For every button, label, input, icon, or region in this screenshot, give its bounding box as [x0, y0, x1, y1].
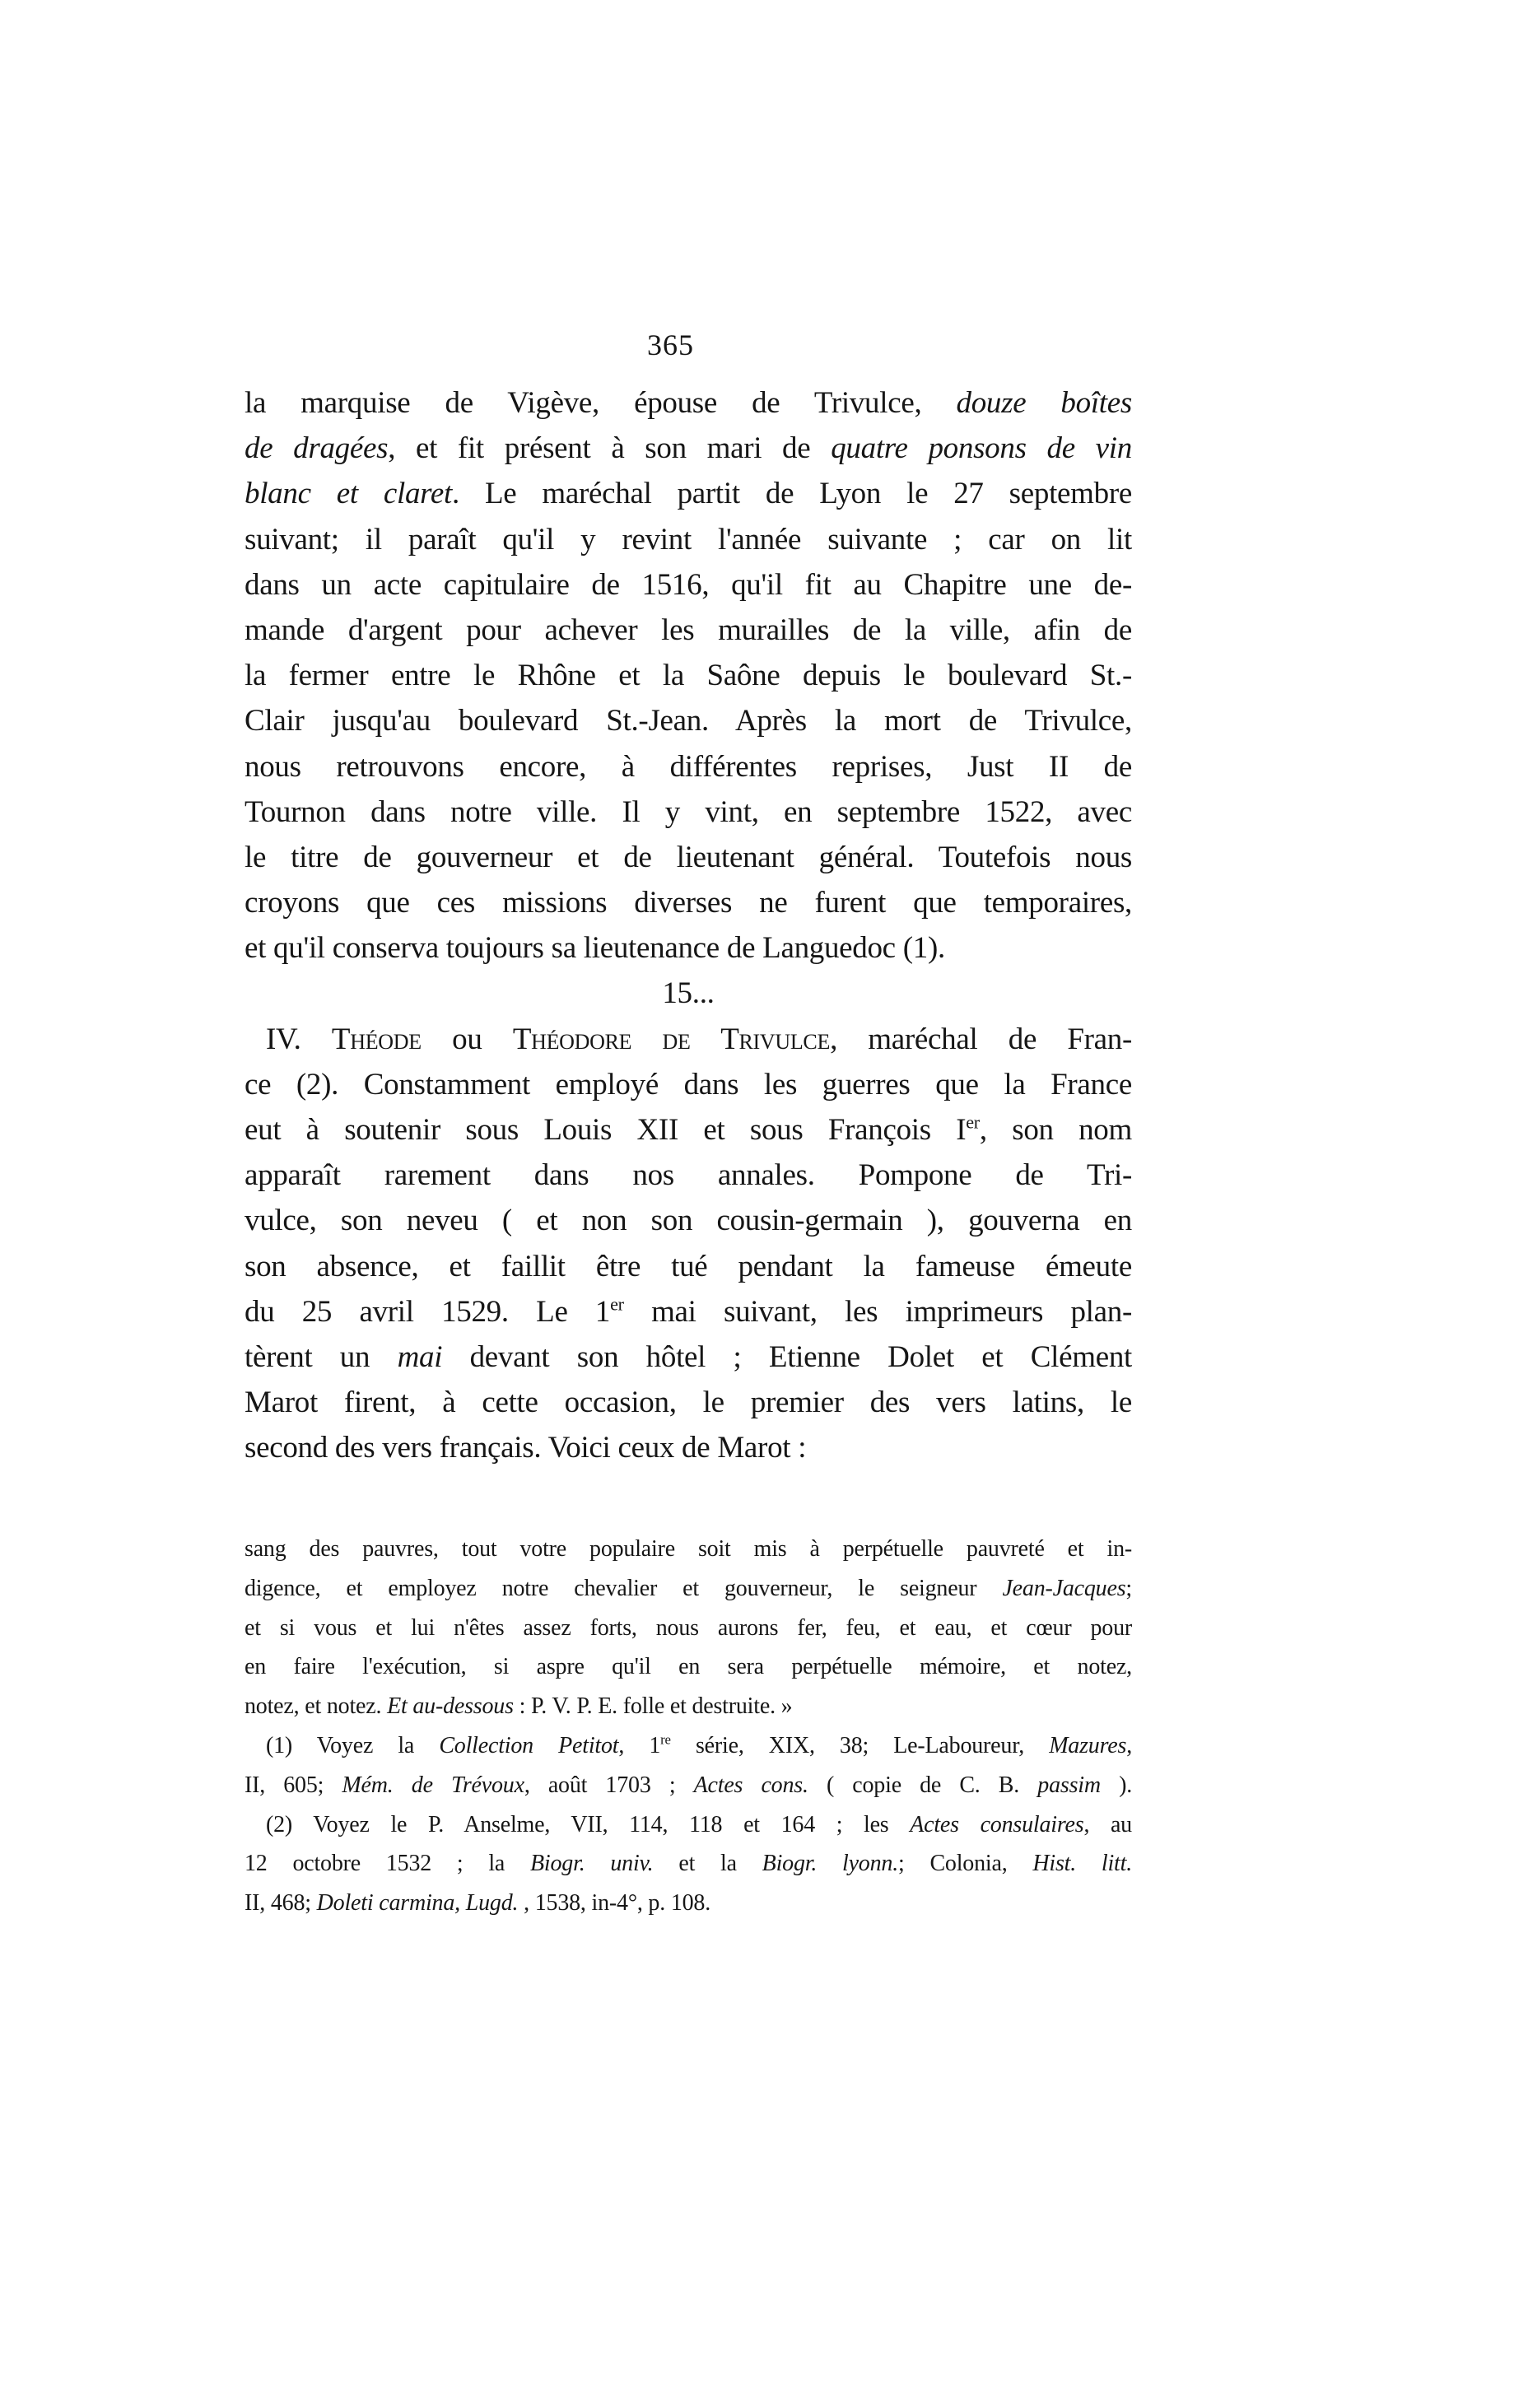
text-segment: ou — [421, 1022, 513, 1056]
italic-text: passim — [1037, 1772, 1101, 1798]
superscript: er — [966, 1111, 980, 1133]
text-segment: II, 605; — [245, 1772, 342, 1798]
italic-text: douze boîtes — [956, 386, 1132, 420]
text-segment: le titre de gouverneur et de lieutenant général. Toutefois nous — [245, 840, 1132, 874]
text-segment: et si vous et lui n'êtes assez forts, nous aurons fer, feu, et eau, et cœur pour — [245, 1614, 1132, 1641]
text-line — [245, 1107, 1132, 1153]
text-segment: ce (2). Constamment employé dans les guerres que la France — [245, 1067, 1132, 1102]
footnote-line — [245, 1726, 1132, 1766]
italic-text: Collection Petitot — [439, 1732, 619, 1758]
text-segment: devant son hôtel ; Etienne Dolet et Clément — [442, 1339, 1132, 1374]
text-segment: , août 1703 ; — [524, 1772, 694, 1798]
main-text — [245, 380, 1132, 1471]
text-segment: en faire l'exécution, si aspre qu'il en sera perpétuelle mémoire, et notez, — [245, 1654, 1132, 1680]
text-line — [245, 744, 1132, 789]
footnote-line — [245, 1766, 1132, 1805]
text-segment: , 1538, in-4°, p. 108. — [518, 1890, 711, 1917]
text-line — [245, 653, 1132, 698]
italic-text: Et au-dessous — [387, 1693, 514, 1720]
italic-text: Hist. litt. — [1032, 1851, 1132, 1877]
text-segment: son absence, et faillit être tué pendant la fameuse émeute — [245, 1249, 1132, 1283]
text-segment: du 25 avril 1529. Le 1 — [245, 1294, 611, 1329]
text-segment: II, 468; — [245, 1890, 317, 1917]
footnote-line — [245, 1530, 1132, 1569]
text-segment: série, XIX, 38; Le-Laboureur, — [670, 1732, 1050, 1758]
text-line — [245, 925, 1132, 971]
text-segment: notez, et notez. — [245, 1693, 388, 1720]
text-segment: et qu'il conserva toujours sa lieutenance de Languedoc (1). — [245, 931, 945, 966]
italic-text: Actes consulaires — [910, 1811, 1084, 1837]
italic-text: Biogr. lyonn. — [762, 1851, 899, 1877]
text-segment: digence, et employez notre chevalier et gouverneur, le seigneur — [245, 1575, 1003, 1601]
footnotes — [245, 1530, 1132, 1923]
footnote-line — [245, 1687, 1132, 1726]
text-line — [245, 789, 1132, 835]
text-segment: croyons que ces missions diverses ne furent que temporaires, — [245, 886, 1132, 920]
text-segment: (1) Voyez la — [266, 1732, 440, 1758]
footnote-line — [245, 1844, 1132, 1884]
text-line — [245, 471, 1132, 516]
italic-text: Mazures — [1049, 1732, 1127, 1758]
text-segment: et la — [653, 1851, 762, 1877]
text-segment: mande d'argent pour achever les murailles de la ville, afin de — [245, 612, 1132, 647]
page-number: 365 — [647, 328, 694, 361]
text-segment: IV. — [266, 1022, 332, 1056]
text-line — [245, 835, 1132, 880]
text-line — [245, 971, 1132, 1016]
text-segment: eut à soutenir sous Louis XII et sous François I — [245, 1113, 967, 1147]
text-segment: ; — [1125, 1575, 1132, 1601]
text-segment: tèrent un — [245, 1339, 398, 1374]
text-segment: mai suivant, les imprimeurs plan- — [623, 1294, 1132, 1329]
text-segment: second des vers français. Voici ceux de Marot : — [245, 1431, 807, 1465]
text-segment: la marquise de Vigève, épouse de Trivulce, — [245, 386, 957, 420]
text-segment: nous retrouvons encore, à différentes reprises, Just II de — [245, 749, 1132, 784]
text-line — [245, 517, 1132, 562]
small-caps-text: Théode — [331, 1022, 422, 1056]
text-segment: , au — [1083, 1811, 1132, 1837]
text-segment: dans un acte capitulaire de 1516, qu'il fit au Chapitre une de- — [245, 567, 1132, 602]
text-line — [245, 1153, 1132, 1198]
text-segment: Marot firent, à cette occasion, le premier des vers latins, le — [245, 1386, 1132, 1420]
text-line — [245, 1425, 1132, 1470]
text-line — [245, 1198, 1132, 1243]
superscript: re — [660, 1731, 671, 1748]
italic-text: Mém. de Trévoux — [342, 1772, 524, 1798]
footnote-line — [245, 1647, 1132, 1687]
italic-text: blanc et claret — [245, 477, 452, 511]
italic-text: Jean-Jacques — [1002, 1575, 1126, 1601]
text-line — [245, 1380, 1132, 1425]
italic-text: Actes cons. — [693, 1772, 808, 1798]
text-line — [245, 880, 1132, 925]
text-line — [245, 1017, 1132, 1062]
italic-text: de dragées — [245, 431, 389, 466]
small-caps-text: Théodore de Trivulce — [512, 1022, 831, 1056]
text-line — [245, 562, 1132, 608]
italic-text: Biogr. univ. — [530, 1851, 654, 1877]
text-segment: , maréchal de Fran- — [830, 1022, 1132, 1056]
text-segment: ). — [1100, 1772, 1132, 1798]
text-segment: suivant; il paraît qu'il y revint l'année suivante ; car on lit — [245, 522, 1132, 557]
text-line — [245, 1289, 1132, 1334]
text-line — [245, 1334, 1132, 1380]
text-segment: : P. V. P. E. folle et destruite. » — [513, 1693, 793, 1720]
text-segment: 12 octobre 1532 ; la — [245, 1851, 531, 1877]
italic-text: Doleti carmina, Lugd. — [316, 1890, 519, 1917]
text-line — [245, 608, 1132, 653]
text-segment: vulce, son neveu ( et non son cousin-germain ), gouverna en — [245, 1204, 1132, 1238]
text-segment: . Le maréchal partit de Lyon le 27 septembre — [451, 477, 1132, 511]
text-segment: , son nom — [979, 1113, 1132, 1147]
text-segment: , et fit présent à son mari de — [388, 431, 832, 466]
text-segment: , — [1126, 1732, 1132, 1758]
text-line — [245, 1062, 1132, 1107]
text-segment: la fermer entre le Rhône et la Saône depuis le boulevard St.- — [245, 659, 1132, 693]
text-line — [245, 380, 1132, 426]
footnote-line — [245, 1569, 1132, 1609]
text-segment: Tournon dans notre ville. Il y vint, en septembre 1522, avec — [245, 794, 1132, 829]
footnote-line — [245, 1884, 1132, 1923]
text-segment: 15... — [662, 976, 715, 1011]
text-segment: Clair jusqu'au boulevard St.-Jean. Après la mort de Trivulce, — [245, 704, 1132, 738]
text-segment: sang des pauvres, tout votre populaire soit mis à perpétuelle pauvreté et in- — [245, 1536, 1132, 1562]
italic-text: quatre ponsons de vin — [831, 431, 1132, 466]
footnote-line — [245, 1609, 1132, 1648]
footnote-line — [245, 1805, 1132, 1845]
text-line — [245, 1244, 1132, 1289]
superscript: er — [610, 1293, 624, 1315]
italic-text: mai — [397, 1339, 443, 1374]
text-segment: ; Colonia, — [898, 1851, 1033, 1877]
text-segment: apparaît rarement dans nos annales. Pompone de Tri- — [245, 1158, 1132, 1193]
text-line — [245, 426, 1132, 471]
text-line — [245, 698, 1132, 743]
text-segment: (2) Voyez le P. Anselme, VII, 114, 118 et 164 ; les — [266, 1811, 911, 1837]
text-segment: , 1 — [618, 1732, 661, 1758]
text-segment: ( copie de C. B. — [808, 1772, 1038, 1798]
